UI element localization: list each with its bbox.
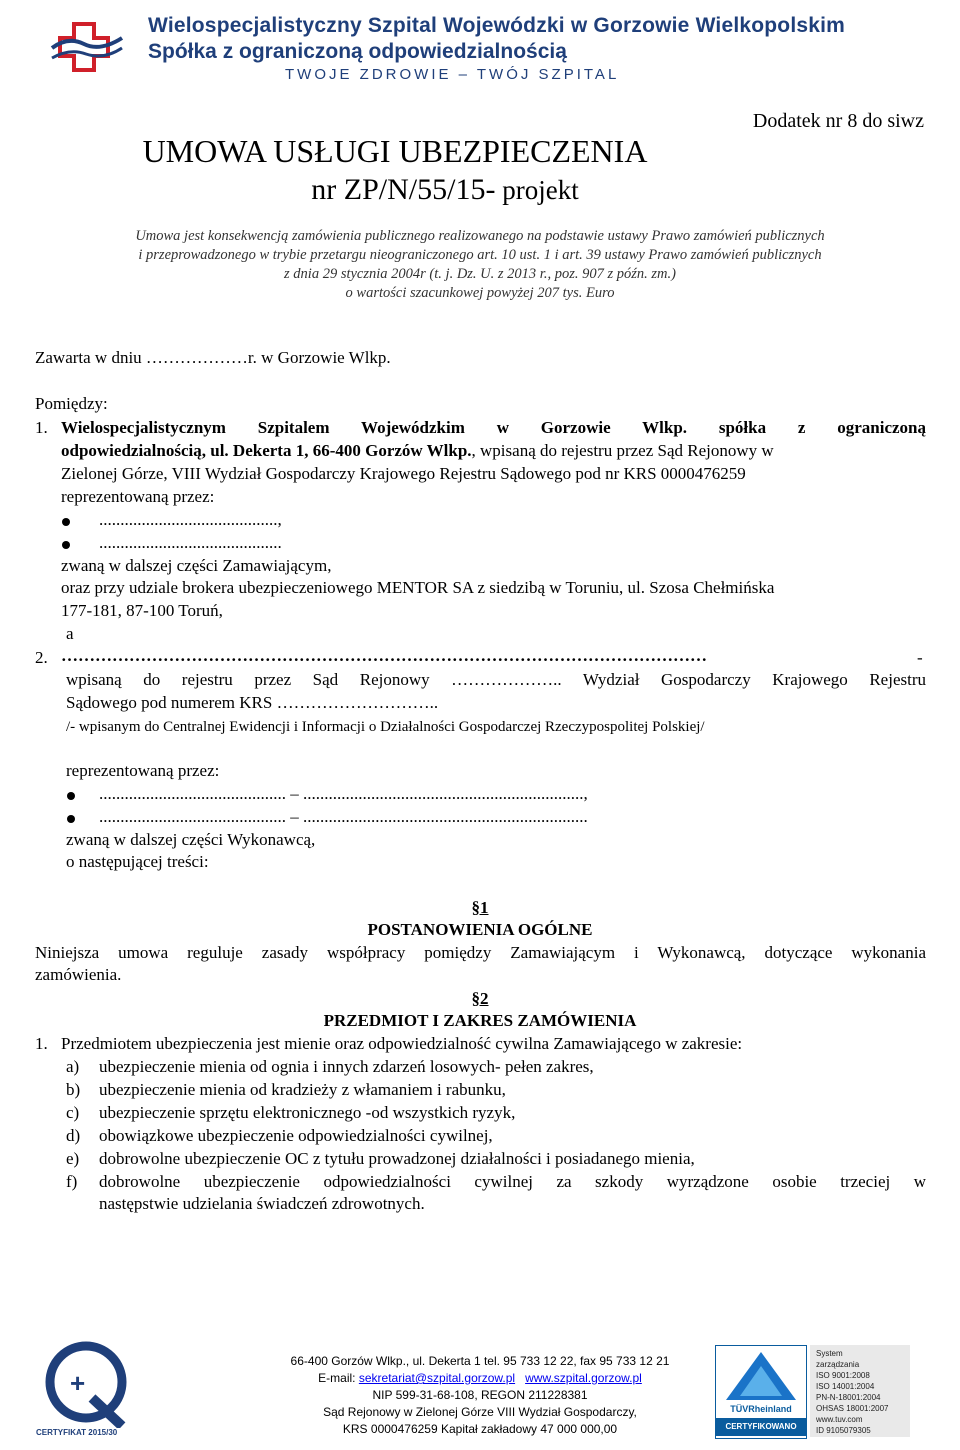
tuv-certified-label: CERTYFIKOWANO xyxy=(716,1418,806,1436)
website-link[interactable]: www.szpital.gorzow.pl xyxy=(525,1371,642,1385)
party2-name-blank: …………………………………………………………………………………………………… xyxy=(61,646,707,665)
list-letter: c) xyxy=(66,1103,80,1122)
tuv-triangle-icon xyxy=(716,1346,806,1404)
list-letter: a) xyxy=(66,1057,80,1076)
list-item: ubezpieczenie mienia od kradzieży z włamaniem i rabunku, xyxy=(99,1080,506,1099)
party2-rep2: ............................................ – ................................................................... xyxy=(99,807,588,826)
list-letter: e) xyxy=(66,1149,80,1168)
party1-rep2: ........................................... xyxy=(99,533,282,552)
party1-represented: reprezentowaną przez: xyxy=(61,487,215,506)
party2-rep1: ............................................ – .................................................................., xyxy=(99,784,588,803)
section1-mark: §1 xyxy=(471,898,489,917)
broker-line1: oraz przy udziale brokera ubezpieczeniowego MENTOR SA z siedzibą w Toruniu, ul. Szosa Chełmińska xyxy=(61,578,775,597)
list-letter: b) xyxy=(66,1080,81,1099)
document-title: UMOWA USŁUGI UBEZPIECZENIA xyxy=(142,133,648,169)
company-form: Spółka z ograniczoną odpowiedzialnością xyxy=(148,40,567,63)
party2-dash: - xyxy=(917,648,923,667)
section2-item1: Przedmiotem ubezpieczenia jest mienie oraz odpowiedzialność cywilna Zamawiającego w zakresie: xyxy=(61,1034,743,1053)
party2-ceidg: /- wpisanym do Centralnej Ewidencji i Informacji o Działalności Gospodarczej Rzeczypospolitej Polskiej/ xyxy=(66,719,705,735)
between-label: Pomiędzy: xyxy=(35,394,108,413)
bullet xyxy=(62,518,70,526)
list-item: ubezpieczenie sprzętu elektronicznego -od wszystkich ryzyk, xyxy=(99,1103,516,1122)
letterhead xyxy=(0,0,960,95)
party2-krs: Sądowego pod numerem KRS ……………………….. xyxy=(66,693,439,712)
tuv-label: TÜVRheinland xyxy=(730,1404,792,1414)
certificate-label: CERTYFIKAT 2015/30 xyxy=(36,1428,118,1437)
section1-text: Niniejsza umowa reguluje zasady współpracy pomiędzy Zamawiającym i Wykonawcą, dotyczące wykonania xyxy=(35,943,926,962)
bullet xyxy=(67,792,75,800)
party2-represented: reprezentowaną przez: xyxy=(66,761,220,780)
contract-number: nr ZP/N/55/15- projekt xyxy=(311,173,579,206)
party1-registry: Zielonej Górze, VIII Wydział Gospodarczy Krajowego Rejestru Sądowego pod nr KRS 0000476259 xyxy=(61,464,746,483)
party2-number: 2. xyxy=(35,648,48,667)
hospital-cross-logo-icon xyxy=(48,18,126,74)
party2-called: zwaną w dalszej części Wykonawcą, xyxy=(66,830,316,849)
list-item: dobrowolne ubezpieczenie OC z tytułu prowadzonej działalności i posiadanego mienia, xyxy=(99,1149,695,1168)
party2-registry: wpisaną do rejestru przez Sąd Rejonowy ……………….. Wydział Gospodarczy Krajowego Rejestru xyxy=(66,670,926,689)
section2-item1-number: 1. xyxy=(35,1034,48,1053)
slogan: TWOJE ZDROWIE – TWÓJ SZPITAL xyxy=(285,66,620,83)
section1-heading: POSTANOWIENIA OGÓLNE xyxy=(367,920,593,939)
and-word: a xyxy=(66,624,74,643)
list-item: dobrowolne ubezpieczenie odpowiedzialności cywilnej za szkody wyrządzone osobie trzeciej w xyxy=(99,1172,926,1191)
party1-called: zwaną w dalszej części Zamawiającym, xyxy=(61,556,332,575)
bullet xyxy=(67,815,75,823)
party1-name: Wielospecjalistycznym Szpitalem Wojewódzkim w Gorzowie Wlkp. spółka z ograniczoną xyxy=(61,418,926,437)
list-letter: f) xyxy=(66,1172,78,1191)
party1-number: 1. xyxy=(35,418,48,437)
addendum-label: Dodatek nr 8 do siwz xyxy=(752,110,924,132)
email-link[interactable]: sekretariat@szpital.gorzow.pl xyxy=(358,1371,516,1385)
list-item: obowiązkowe ubezpieczenie odpowiedzialności cywilnej, xyxy=(99,1126,493,1145)
bullet xyxy=(62,541,70,549)
party1-address: odpowiedzialnością, ul. Dekerta 1, 66-400 Gorzów Wlkp., wpisaną do rejestru przez Sąd Rejonowy w xyxy=(61,441,774,460)
hospital-name: Wielospecjalistyczny Szpital Wojewódzki w Gorzowie Wielkopolskim xyxy=(148,14,846,37)
preamble: Umowa jest konsekwencją zamówienia publicznego realizowanego na podstawie ustawy Prawo zamówień publicznych i przeprowadzonego w trybie przetargu nieograniczonego art. 10 ust. 1 i art. 39 ustawy Prawo zamówień publicznych z dnia 29 stycznia 2004r (t. j. Dz. U. z 2013 r., poz. 907 z późn. zm.) o wartości szacunkowej powyżej 207 tys. Euro xyxy=(135,228,825,301)
tuv-certification-badge xyxy=(715,1345,910,1440)
section1-text-cont: zamówienia. xyxy=(35,965,122,984)
list-item: ubezpieczenie mienia od ognia i innych zdarzeń losowych- pełen zakres, xyxy=(99,1057,594,1076)
list-item-cont: następstwie udzielania świadczeń zdrowotnych. xyxy=(99,1194,425,1213)
svg-text:+: + xyxy=(70,1368,86,1398)
footer-contact: 66-400 Gorzów Wlkp., ul. Dekerta 1 tel. 95 733 12 22, fax 95 733 12 21 E-mail: sekretariat@szpital.gorzow.pl www.szpital.gorzow.pl NIP 599-31-68-108, REGON 211228381 Sąd Rejonowy w Zielonej Górze VIII Wydział Gospodarczy, KRS 0000476259 Kapitał zakładowy 47 000 000,00 xyxy=(290,1354,670,1436)
concluded-date: Zawarta w dniu ………………r. w Gorzowie Wlkp. xyxy=(35,348,391,367)
section2-mark: §2 xyxy=(471,989,489,1008)
list-letter: d) xyxy=(66,1126,81,1145)
broker-line2: 177-181, 87-100 Toruń, xyxy=(61,601,223,620)
party1-rep1: .........................................., xyxy=(99,510,282,529)
management-system-list: System zarządzania ISO 9001:2008 ISO 14001:2004 PN-N-18001:2004 OHSAS 18001:2007 www.tuv.com ID 9105079305 xyxy=(810,1345,910,1437)
section2-heading: PRZEDMIOT I ZAKRES ZAMÓWIENIA xyxy=(323,1011,637,1030)
following-content: o następującej treści: xyxy=(66,852,209,871)
